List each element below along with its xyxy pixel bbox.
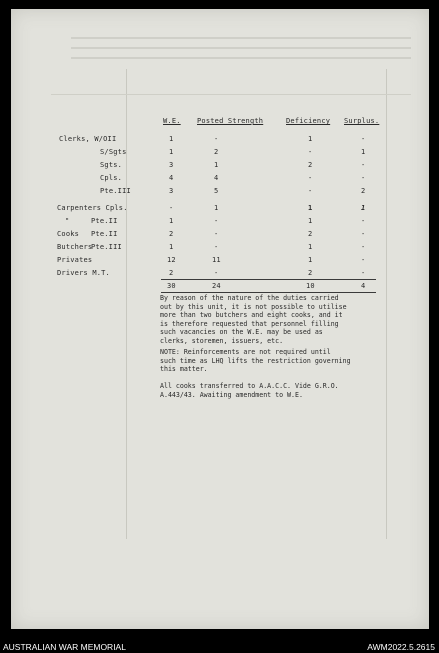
cell-deficiency: 1	[308, 256, 313, 264]
cell-posted: 4	[214, 174, 219, 182]
cell-deficiency: 2	[308, 269, 313, 277]
cell-posted: -	[214, 135, 219, 143]
cell-posted: 1	[214, 161, 219, 169]
cell-we: 3	[169, 161, 174, 169]
row-rank-label: Pte.III	[91, 243, 122, 251]
cell-posted: -	[214, 230, 219, 238]
row-group-label: Cooks	[57, 230, 80, 238]
cell-surplus: -	[361, 135, 366, 143]
row-group-label: Butchers	[57, 243, 93, 251]
cell-we: 12	[167, 256, 176, 264]
cell-posted: 2	[214, 148, 219, 156]
cell-surplus: -	[361, 161, 366, 169]
cell-surplus: 1	[361, 148, 366, 156]
cell-deficiency: -	[308, 187, 313, 195]
cell-posted: 5	[214, 187, 219, 195]
total-deficiency: 10	[306, 282, 315, 290]
note-paragraph-duties: By reason of the nature of the duties carried out by this unit, it is not possible to utilise more than two butchers and eight cooks, and it is therefore requested that personnel filling such vacancies on the W.E. may be used as clerks, storemen, issuers, etc.	[160, 294, 347, 345]
row-group-label: Carpenters Cpls.	[57, 204, 128, 212]
cell-deficiency: 1	[308, 243, 313, 251]
total-surplus: 4	[361, 282, 366, 290]
cell-surplus: 2	[361, 187, 366, 195]
row-rank-label: Pte.II	[91, 217, 118, 225]
cell-deficiency-handwritten: 1	[308, 204, 313, 212]
cell-surplus: -	[361, 217, 366, 225]
cell-deficiency: 1	[308, 135, 313, 143]
cell-we: 2	[169, 269, 174, 277]
cell-surplus-handwritten: 1	[361, 204, 366, 212]
document-page	[11, 9, 429, 629]
cell-posted: -	[214, 217, 219, 225]
note-paragraph-reinforcements: NOTE: Reinforcements are not required until such time as LHQ lifts the restriction governing this matter.	[160, 348, 351, 374]
cell-deficiency: 1	[308, 217, 313, 225]
header-surplus: Surplus.	[344, 117, 380, 125]
header-we: W.E.	[163, 117, 181, 125]
row-ditto-mark: "	[65, 217, 70, 225]
footer-institution: AUSTRALIAN WAR MEMORIAL	[3, 642, 126, 652]
cell-surplus: -	[361, 230, 366, 238]
cell-posted: -	[214, 269, 219, 277]
cell-posted: -	[214, 243, 219, 251]
row-rank-label: Pte.III	[100, 187, 131, 195]
row-rank-label: Sgts.	[100, 161, 123, 169]
cell-posted: 1	[214, 204, 219, 212]
footer-accession-number: AWM2022.5.2615	[367, 642, 435, 652]
cell-surplus: -	[361, 174, 366, 182]
cell-deficiency: -	[308, 148, 313, 156]
cell-we: -	[169, 204, 174, 212]
total-we: 30	[167, 282, 176, 290]
row-rank-label: Cpls.	[100, 174, 123, 182]
cell-we: 1	[169, 243, 174, 251]
cell-we: 3	[169, 187, 174, 195]
cell-surplus: -	[361, 243, 366, 251]
row-group-label: Clerks, W/OII	[59, 135, 117, 143]
row-rank-label: S/Sgts	[100, 148, 127, 156]
total-rule-bottom	[161, 292, 376, 293]
total-rule-top	[161, 279, 376, 280]
cell-surplus: -	[361, 256, 366, 264]
cell-posted: 11	[212, 256, 221, 264]
cell-deficiency: -	[308, 174, 313, 182]
cell-we: 1	[169, 217, 174, 225]
cell-deficiency: 2	[308, 161, 313, 169]
cell-we: 1	[169, 135, 174, 143]
row-group-label: Drivers M.T.	[57, 269, 110, 277]
header-deficiency: Deficiency	[286, 117, 331, 125]
cell-deficiency: 2	[308, 230, 313, 238]
cell-surplus: -	[361, 269, 366, 277]
cell-we: 4	[169, 174, 174, 182]
note-paragraph-cooks: All cooks transferred to A.A.C.C. Vide G.R.O. A.443/43. Awaiting amendment to W.E.	[160, 382, 339, 399]
archive-footer	[0, 638, 439, 653]
header-posted-strength: Posted Strength	[197, 117, 264, 125]
cell-we: 2	[169, 230, 174, 238]
row-group-label: Privates	[57, 256, 93, 264]
row-rank-label: Pte.II	[91, 230, 118, 238]
cell-we: 1	[169, 148, 174, 156]
typed-table-document	[11, 9, 429, 629]
total-posted: 24	[212, 282, 221, 290]
